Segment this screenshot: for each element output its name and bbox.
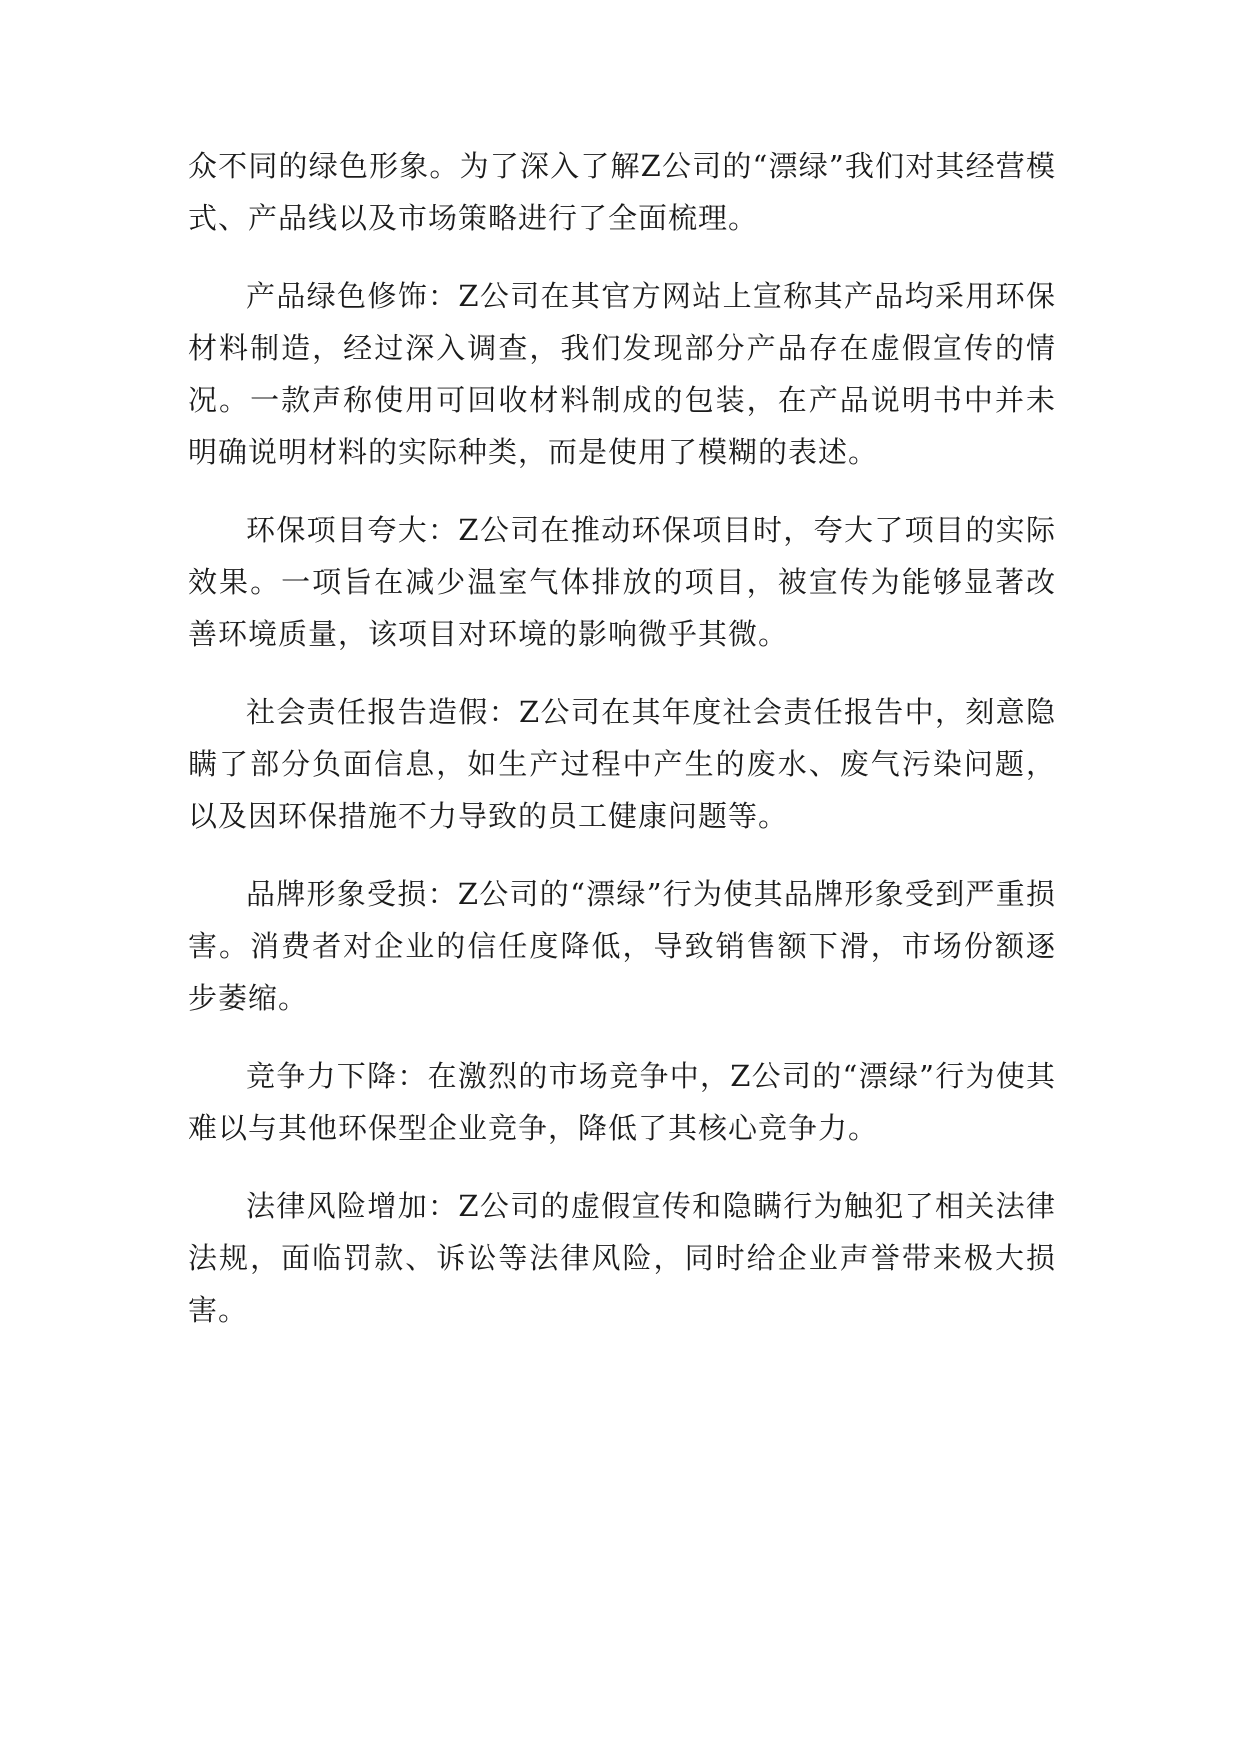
paragraph-csr-report-falsification: 社会责任报告造假：Z公司在其年度社会责任报告中，刻意隐瞒了部分负面信息，如生产过程中产生的废水、废气污染问题，以及因环保措施不力导致的员工健康问题等。 [188, 695, 1056, 833]
paragraph-brand-image-damage: 品牌形象受损：Z公司的“漂绿”行为使其品牌形象受到严重损害。消费者对企业的信任度降低，导致销售额下滑，市场份额逐步萎缩。 [188, 877, 1056, 1015]
document-body [188, 140, 1056, 1362]
paragraph-product-green-decoration: 产品绿色修饰：Z公司在其官方网站上宣称其产品均采用环保材料制造，经过深入调查，我们发现部分产品存在虚假宣传的情况。一款声称使用可回收材料制成的包装，在产品说明书中并未明确说明材料的实际种类，而是使用了模糊的表述。 [188, 279, 1056, 469]
paragraph-competitiveness-decline: 竞争力下降：在激烈的市场竞争中，Z公司的“漂绿”行为使其难以与其他环保型企业竞争，降低了其核心竞争力。 [188, 1059, 1056, 1145]
paragraph-continuation: 众不同的绿色形象。为了深入了解Z公司的“漂绿”我们对其经营模式、产品线以及市场策略进行了全面梳理。 [188, 149, 1056, 235]
paragraph-project-exaggeration: 环保项目夸大：Z公司在推动环保项目时，夸大了项目的实际效果。一项旨在减少温室气体排放的项目，被宣传为能够显著改善环境质量，该项目对环境的影响微乎其微。 [188, 513, 1056, 651]
paragraph-legal-risk-increase: 法律风险增加：Z公司的虚假宣传和隐瞒行为触犯了相关法律法规，面临罚款、诉讼等法律风险，同时给企业声誉带来极大损害。 [188, 1189, 1056, 1327]
